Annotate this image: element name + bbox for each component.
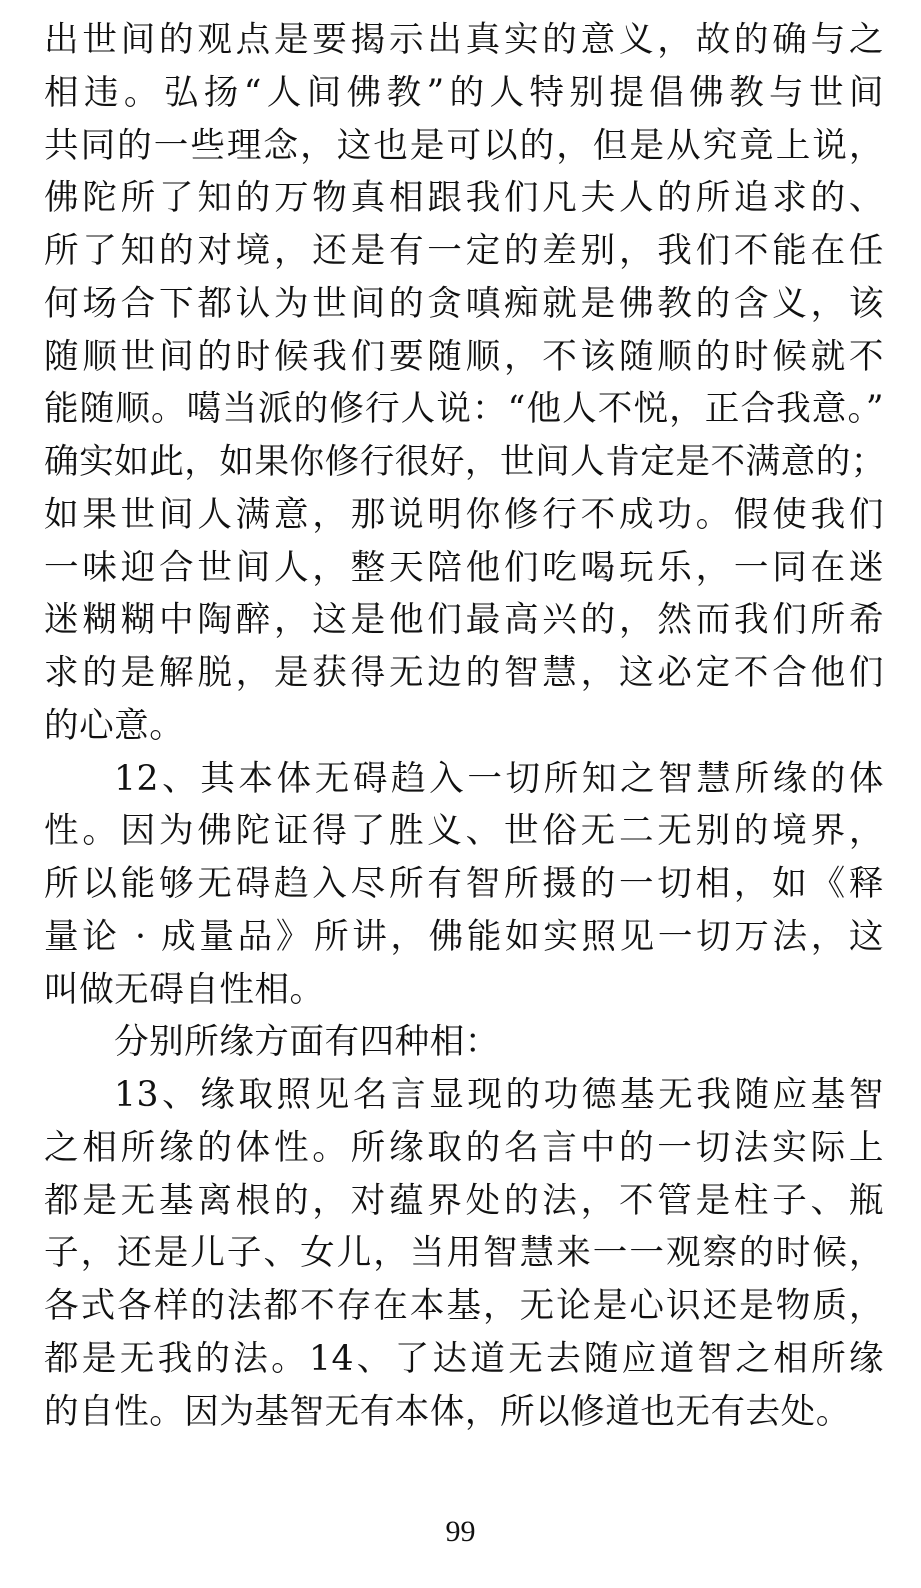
text-line: 一味迎合世间人，整天陪他们吃喝玩乐，一同在迷 bbox=[44, 547, 884, 588]
text-line: 求的是解脱，是获得无边的智慧，这必定不合他们 bbox=[44, 653, 884, 693]
text-line: 相违。弘扬“人间佛教”的人特别提倡佛教与世间 bbox=[44, 72, 884, 113]
body-text bbox=[44, 14, 884, 1438]
text-line: 所了知的对境，还是有一定的差别，我们不能在任 bbox=[44, 231, 884, 271]
text-line: 性。因为佛陀证得了胜义、世俗无二无别的境界， bbox=[44, 811, 884, 852]
text-line: 叫做无碍自性相。 bbox=[44, 969, 325, 1010]
text-line: 何场合下都认为世间的贪嗔痴就是佛教的含义，该 bbox=[44, 283, 884, 324]
text-line: 共同的一些理念，这也是可以的，但是从究竟上说， bbox=[44, 125, 884, 166]
text-line: 随顺世间的时候我们要随顺，不该随顺的时候就不 bbox=[44, 336, 884, 377]
text-line: 佛陀所了知的万物真相跟我们凡夫人的所追求的、 bbox=[44, 178, 884, 219]
text-line: 的心意。 bbox=[44, 705, 185, 746]
text-line: 都是无基离根的，对蕴界处的法，不管是柱子、瓶 bbox=[44, 1180, 884, 1221]
text-line: 出世间的观点是要揭示出真实的意义，故的确与之 bbox=[44, 20, 884, 60]
text-line: 12、其本体无碍趋入一切所知之智慧所缘的体 bbox=[114, 758, 884, 799]
page-number: 99 bbox=[445, 1515, 476, 1548]
text-line: 确实如此，如果你修行很好，世间人肯定是不满意的； bbox=[44, 442, 886, 482]
text-line: 之相所缘的体性。所缘取的名言中的一切法实际上 bbox=[44, 1127, 884, 1168]
text-line: 13、缘取照见名言显现的功德基无我随应基智 bbox=[114, 1075, 884, 1115]
text-line: 能随顺。噶当派的修行人说：“他人不悦，正合我意。” bbox=[44, 389, 884, 430]
text-line: 分别所缘方面有四种相： bbox=[114, 1022, 500, 1063]
text-line: 子，还是儿子、女儿，当用智慧来一一观察的时候， bbox=[44, 1233, 884, 1274]
text-line: 量论 · 成量品》所讲，佛能如实照见一切万法，这 bbox=[44, 916, 884, 957]
text-line: 迷糊糊中陶醉，这是他们最高兴的，然而我们所希 bbox=[44, 600, 884, 641]
text-line: 都是无我的法。14、了达道无去随应道智之相所缘 bbox=[44, 1338, 884, 1379]
text-line: 如果世间人满意，那说明你修行不成功。假使我们 bbox=[44, 494, 884, 535]
text-line: 的自性。因为基智无有本体，所以修道也无有去处。 bbox=[44, 1391, 851, 1432]
text-line: 各式各样的法都不存在本基，无论是心识还是物质， bbox=[44, 1286, 884, 1326]
text-line: 所以能够无碍趋入尽所有智所摄的一切相，如《释 bbox=[44, 864, 884, 904]
